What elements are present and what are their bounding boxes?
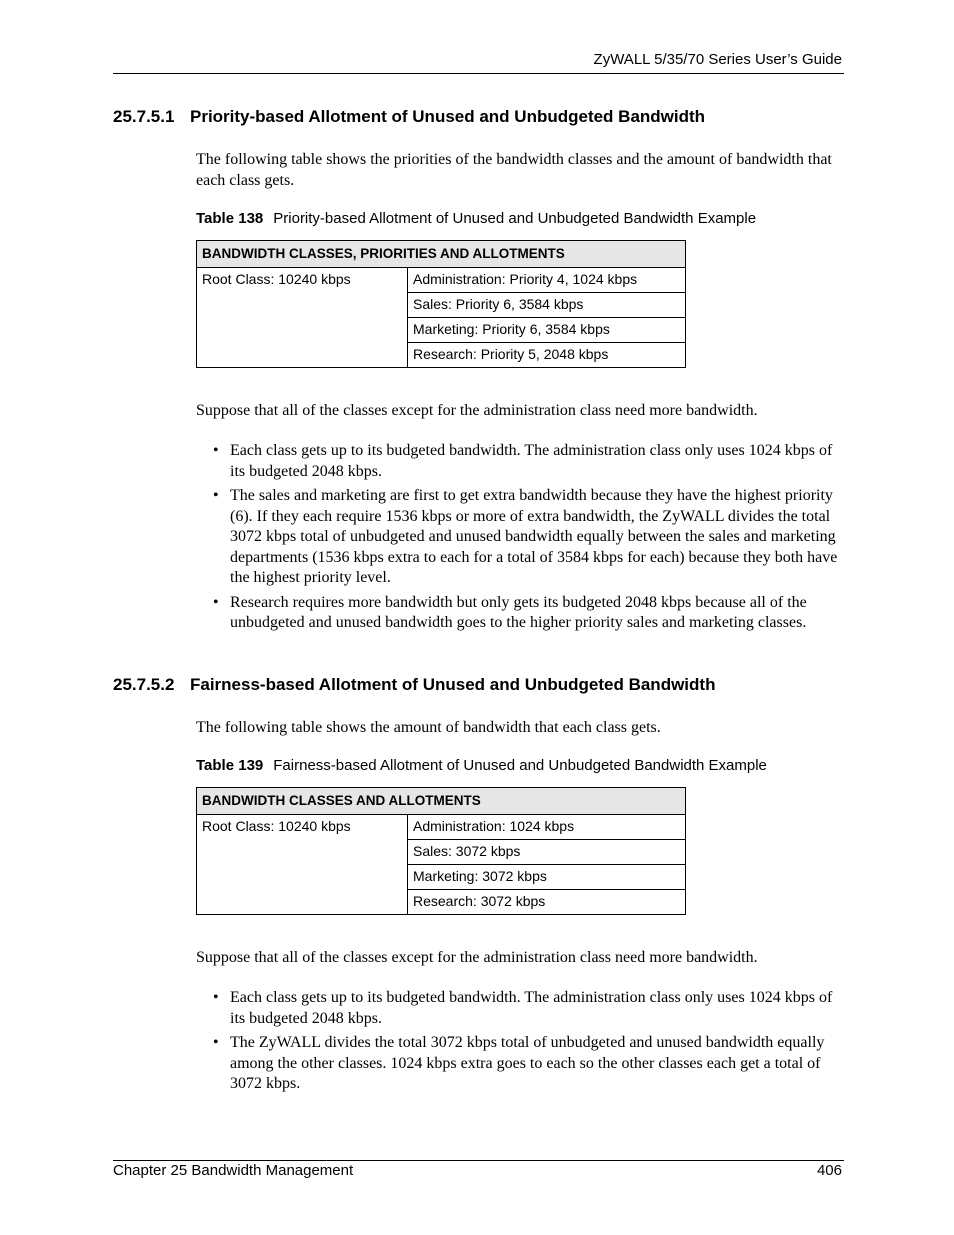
list-item: • Research requires more bandwidth but only gets its budgeted 2048 kbps because all of the unbudgeted and unused bandwidth goes to the higher priority sales and marketing classes. xyxy=(213,593,839,634)
list-item: • The ZyWALL divides the total 3072 kbps total of unbudgeted and unused bandwidth equally among the other classes. 1024 kbps extra goes to each so the other classes each get a total of 3072 kbps. xyxy=(213,1033,839,1095)
section-heading-fairness xyxy=(113,675,715,695)
class-cell-research: Research: 3072 kbps xyxy=(408,890,686,915)
intro-paragraph: The following table shows the amount of bandwidth that each class gets. xyxy=(196,719,661,736)
footer-rule xyxy=(113,1160,844,1161)
priority-allotment-table xyxy=(196,240,686,368)
class-cell-research: Research: Priority 5, 2048 kbps xyxy=(408,343,686,368)
table-header: BANDWIDTH CLASSES AND ALLOTMENTS xyxy=(197,788,686,815)
table-caption xyxy=(196,210,756,227)
section-number: 25.7.5.1 xyxy=(113,107,175,126)
list-item: • Each class gets up to its budgeted bandwidth. The administration class only uses 1024 kbps of its budgeted 2048 kbps. xyxy=(213,441,839,482)
root-class-cell: Root Class: 10240 kbps xyxy=(197,268,408,368)
header-rule xyxy=(113,73,844,74)
section-heading-priority xyxy=(113,107,705,127)
table-caption-text: Fairness-based Allotment of Unused and Unbudgeted Bandwidth Example xyxy=(273,757,767,774)
class-cell-sales: Sales: 3072 kbps xyxy=(408,840,686,865)
class-cell-sales: Sales: Priority 6, 3584 kbps xyxy=(408,293,686,318)
section-number: 25.7.5.2 xyxy=(113,675,175,694)
table-label: Table 139 xyxy=(196,757,264,774)
class-cell-administration: Administration: 1024 kbps xyxy=(408,815,686,840)
fairness-allotment-table xyxy=(196,787,686,915)
table-caption xyxy=(196,757,767,774)
suppose-paragraph: Suppose that all of the classes except for the administration class need more bandwidth. xyxy=(196,949,758,966)
class-cell-marketing: Marketing: Priority 6, 3584 kbps xyxy=(408,318,686,343)
class-cell-marketing: Marketing: 3072 kbps xyxy=(408,865,686,890)
section-title: Fairness-based Allotment of Unused and Unbudgeted Bandwidth xyxy=(190,675,716,694)
suppose-paragraph: Suppose that all of the classes except for the administration class need more bandwidth. xyxy=(196,402,758,419)
bullet-list xyxy=(213,441,839,638)
section-title: Priority-based Allotment of Unused and Unbudgeted Bandwidth xyxy=(190,107,706,126)
intro-paragraph: The following table shows the priorities of the bandwidth classes and the amount of bandwidth that each class gets. xyxy=(196,151,832,189)
table-header: BANDWIDTH CLASSES, PRIORITIES AND ALLOTMENTS xyxy=(197,241,686,268)
list-item: • The sales and marketing are first to get extra bandwidth because they have the highest priority (6). If they each require 1536 kbps or more of extra bandwidth, the ZyWALL divides the total 3072 kbps total of unbudgeted and unused bandwidth equally between the sales and marketing departments (1536 kbps extra to each for a total of 3584 kbps for each) because they both have the highest priority level. xyxy=(213,486,839,589)
root-class-cell: Root Class: 10240 kbps xyxy=(197,815,408,915)
footer-chapter: Chapter 25 Bandwidth Management xyxy=(113,1162,354,1179)
running-header: ZyWALL 5/35/70 Series User’s Guide xyxy=(593,51,842,68)
page-number: 406 xyxy=(816,1162,842,1179)
bullet-list xyxy=(213,988,839,1099)
class-cell-administration: Administration: Priority 4, 1024 kbps xyxy=(408,268,686,293)
list-item: • Each class gets up to its budgeted bandwidth. The administration class only uses 1024 kbps of its budgeted 2048 kbps. xyxy=(213,988,839,1029)
table-caption-text: Priority-based Allotment of Unused and Unbudgeted Bandwidth Example xyxy=(273,210,757,227)
table-label: Table 138 xyxy=(196,210,264,227)
